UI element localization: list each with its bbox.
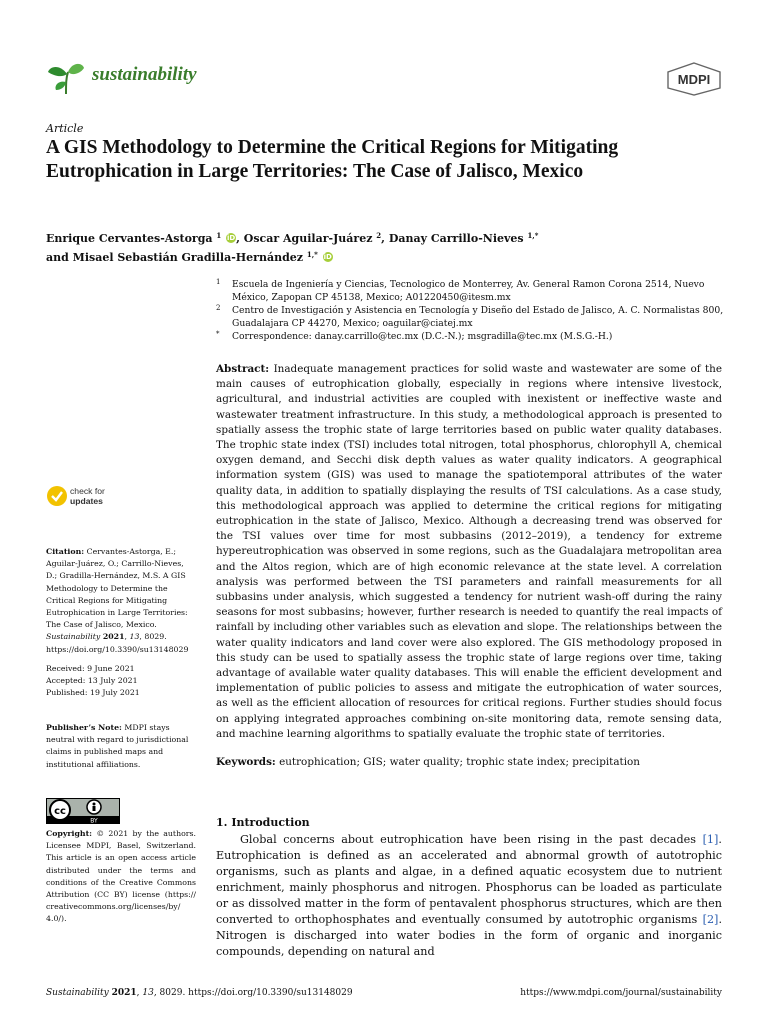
keywords [216,756,722,768]
author-name: Enrique Cervantes-Astorga [46,232,213,245]
author-list [46,228,726,266]
author-name: Misael Sebastián Gradilla-Hernández [72,251,304,264]
author-affiliation-marker: 2 [376,231,382,240]
copyright-notice [46,828,196,926]
affiliation-text: Escuela de Ingeniería y Ciencias, Tecnologico de Monterrey, Av. General Ramon Corona 2514, Nuevo México, Zapopan CP 45138, Mexico; A01220450@itesm.mx [232,279,705,303]
svg-text:MDPI: MDPI [677,72,711,87]
author-name: Danay Carrillo-Nieves [388,232,524,245]
author-conjunction: and [46,251,69,264]
keywords-text: eutrophication; GIS; water quality; trophic state index; precipitation [279,756,640,768]
affiliation-number: * [216,330,220,338]
affiliation-number: 2 [216,304,221,312]
copyright-text: © 2021 by the authors. Licensee MDPI, Basel, Switzerland. This article is an open access article distributed under the terms and conditions of the Creative Commons Attribution (CC BY) license (https:// creativecommons.org/licenses/by/ 4.0/). [46,829,196,924]
reference-link[interactable]: [1] [702,833,719,846]
citation-text: Cervantes-Astorga, E.; Aguilar-Juárez, O.; Carrillo-Nieves, D.; Gradilla-Hernández, M.S. A GIS Methodology to Determine the Critical Regions for Mitigating Eutrophication in Large Territories: The Case of Jalisco, Mexico. [46,547,188,630]
abstract [216,362,722,742]
section-heading-introduction: 1. Introduction [216,816,310,829]
affiliation-item [216,278,732,304]
article-title: A GIS Methodology to Determine the Critical Regions for Mitigating Eutrophication in Large Territories: The Case of Jalisco, Mexico [46,137,619,182]
affiliation-text: Centro de Investigación y Asistencia en Tecnología y Diseño del Estado de Jalisco, A. C. Normalistas 800, Guadalajara CP 44270, Mexico; oaguilar@ciatej.mx [232,305,724,329]
affiliations [216,278,732,343]
keywords-label: Keywords: [216,756,276,768]
date-published: Published: 19 July 2021 [46,688,140,698]
affiliation-text: Correspondence: danay.carrillo@tec.mx (D.C.-N.); msgradilla@tec.mx (M.S.G.-H.) [232,331,613,342]
by-badge-text: BY [90,817,98,824]
check-updates-line2: updates [70,496,103,506]
affiliation-number: 1 [216,278,221,286]
orcid-icon[interactable]: iD [227,234,236,242]
check-for-updates-button[interactable] [46,484,156,512]
journal-logo-leaf-icon [46,60,86,96]
footer-url[interactable]: https://www.mdpi.com/journal/sustainability [520,988,722,998]
citation-label: Citation: [46,547,85,556]
cc-badge-text: cc [54,806,66,817]
cc-by-license-badge[interactable] [46,798,120,824]
footer-volume: 13 [142,988,154,998]
copyright-label: Copyright: [46,829,93,838]
intro-text: . Eutrophication is defined as an accelerated and abnormal growth of autotrophic organisms, such as plants and algae, in a defined aquatic ecosystem due to nutrient enrichment, mainly phosphorus and nitrogen. Phosphorus can be loaded as particulate or as dissolved matter in the form of pentavalent phosphorus structures, which are then converted to orthophosphates and eventually consumed by autotrophic organisms [216,833,722,926]
date-received: Received: 9 June 2021 [46,664,135,673]
citation-block: Citation: Cervantes-Astorga, E.; Aguilar-Juárez, O.; Carrillo-Nieves, D.; Gradilla-Hernández, M.S. A GIS Methodology to Determine the Critical Regions for Mitigating Eutrophication in Large Territories: The Case of Jalisco, Mexico. Sustainability 2021, 13, 8029. https://doi.org/10.3390/su13148029 [46,547,189,654]
author-affiliation-marker: 1,* [306,250,318,259]
abstract-text: Inadequate management practices for solid waste and wastewater are some of the main causes of eutrophication globally, especially in regions where intensive livestock, agricultural, and industrial activities are coupled with inexistent or ineffective waste and wastewater treatment infrastructure. In this study, a methodological approach is presented to spatially assess the trophic state of large territories based on public water quality databases. The trophic state index (TSI) includes total nitrogen, total phosphorus, chlorophyll A, chemical oxygen demand, and Secchi disk depth values as water quality indicators. A geographical information system (GIS) was used to manage the spatiotemporal attributes of the water quality data, in addition to spatially displaying the results of TSI calculations. As a case study, this methodological approach was applied to determine the critical regions for mitigating eutrophication in the state of Jalisco, Mexico. Although a decreasing trend was observed for the TSI values over time for most subbasins (2012–2019), a tendency for extreme hypereutrophication was observed in some regions, such as the Guadalajara metropolitan area and the Altos region, which are of high economic relevance at the state level. A correlation analysis was performed between the TSI parameters and rainfall measurements for all subbasins under analysis, which suggested a tendency for nutrient wash-off during the rainy seasons for most subbasins; however, further research is needed to quantify the real impacts of rainfall by including other variables such as elevation and slope. The relationships between the water quality indicators and land cover were also explored. The GIS methodology proposed in this study can be used to spatially assess the trophic state of large regions over time, taking advantage of available water quality databases. This will enable the efficient development and implementation of public policies to assess and mitigate the eutrophication of water sources, as well as the efficient allocation of resources for critical regions. Further studies should focus on applying integrated approaches combining on-site monitoring data, remote sensing data, and machine learning algorithms to spatially evaluate the trophic state of territories. [216,363,722,740]
publisher-note-label: Publisher’s Note: [46,723,122,732]
citation-rest[interactable]: , 8029. https://doi.org/10.3390/su13148029 [46,632,189,654]
check-updates-icon [46,484,68,508]
article-dates [46,663,196,700]
citation-journal: Sustainability [46,632,101,642]
correspondence [216,330,732,343]
intro-text: Global concerns about eutrophication have been rising in the past decades [240,833,696,846]
publisher-note [46,722,196,771]
footer-doi[interactable]: , 8029. https://doi.org/10.3390/su13148029 [153,988,353,998]
citation-volume: 13 [129,632,140,642]
author-line-1: Enrique Cervantes-Astorga $^1$ iD, Oscar Aguilar-Juárez $^2$, Danay Carrillo-Nieves $^{1,*}$ [46,231,539,245]
publisher-note-text: MDPI stays neutral with regard to jurisdictional claims in published maps and institutional affiliations. [46,723,189,769]
reference-link[interactable]: [2] [702,913,719,926]
mdpi-logo [666,62,722,96]
abstract-label: Abstract: [216,363,270,375]
footer-year: 2021 [111,988,137,998]
author-line-2 [46,247,726,266]
author-affiliation-marker: 1,* [527,231,539,240]
orcid-icon[interactable]: iD [323,253,332,261]
intro-text: . Nitrogen is discharged into water bodies in the form of organic and inorganic compounds, depending on natural and [216,913,722,958]
affiliation-item [216,304,732,330]
author-affiliation-marker: 1 [216,231,222,240]
citation-year: 2021 [102,632,125,642]
article-type: Article [46,122,84,135]
footer-citation: Sustainability 2021, 13, 8029. https://doi.org/10.3390/su13148029 [46,988,353,998]
introduction-paragraph [216,832,722,960]
footer-journal: Sustainability [46,988,109,998]
date-accepted: Accepted: 13 July 2021 [46,676,138,686]
author-name: Oscar Aguilar-Juárez [243,232,373,245]
check-updates-line1: check for [70,486,105,496]
journal-name: sustainability [92,64,197,85]
